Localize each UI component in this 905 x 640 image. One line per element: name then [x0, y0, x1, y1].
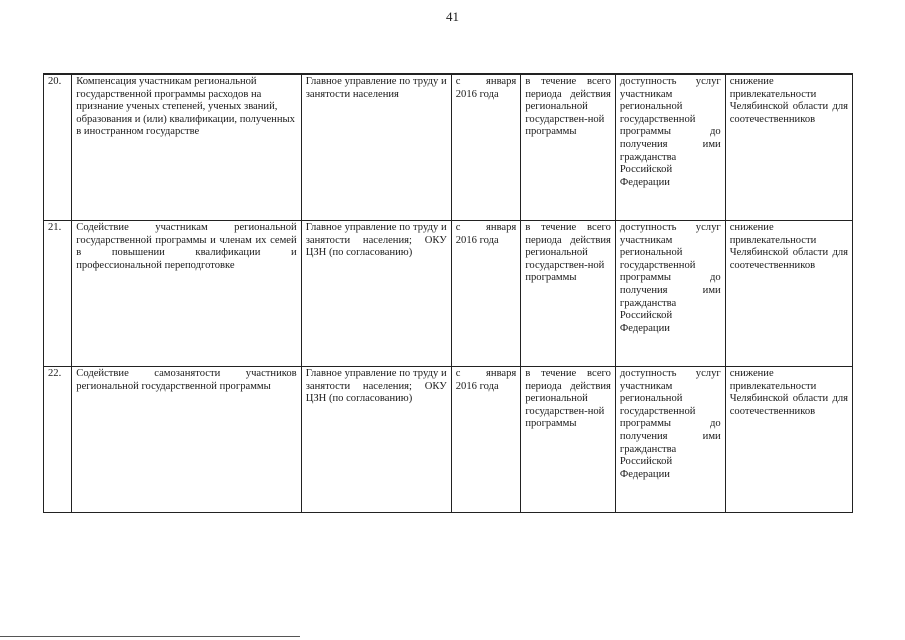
period-cell: в течение всего периода действия региональной государствен-ной программы: [521, 74, 616, 221]
action-cell: Содействие участникам региональной государственной программы и членам их семей в повышении квалификации и профессиональной переподготовке: [72, 221, 301, 367]
table-row: [44, 74, 853, 221]
responsible-cell: Главное управление по труду и занятости населения; ОКУ ЦЗН (по согласованию): [301, 221, 451, 367]
action-cell: Компенсация участникам региональной государственной программы расходов на признание ученых степеней, ученых званий, образования и (или) квалификации, полученных в иностранном государстве: [72, 74, 301, 221]
period-cell: в течение всего периода действия региональной государствен-ной программы: [521, 367, 616, 513]
date-cell: с января 2016 года: [451, 74, 521, 221]
responsible-cell: Главное управление по труду и занятости населения; ОКУ ЦЗН (по согласованию): [301, 367, 451, 513]
row-number: 20.: [44, 74, 72, 221]
date-cell: с января 2016 года: [451, 367, 521, 513]
row-number: 21.: [44, 221, 72, 367]
bottom-rule: [0, 636, 300, 637]
risk-cell: снижение привлекательности Челябинской области для соотечественников: [725, 367, 852, 513]
page-number: 41: [446, 9, 459, 24]
risk-cell: снижение привлекательности Челябинской области для соотечественников: [725, 74, 852, 221]
measures-table: [43, 73, 853, 513]
result-cell: доступность услуг участникам региональной государственной программы до получения ими гражданства Российской Федерации: [615, 74, 725, 221]
risk-cell: снижение привлекательности Челябинской области для соотечественников: [725, 221, 852, 367]
row-number: 22.: [44, 367, 72, 513]
table-row: [44, 221, 853, 367]
period-cell: в течение всего периода действия региональной государствен-ной программы: [521, 221, 616, 367]
table-row: [44, 367, 853, 513]
action-cell: Содействие самозанятости участников региональной государственной программы: [72, 367, 301, 513]
result-cell: доступность услуг участникам региональной государственной программы до получения ими гражданства Российской Федерации: [615, 367, 725, 513]
responsible-cell: Главное управление по труду и занятости населения: [301, 74, 451, 221]
result-cell: доступность услуг участникам региональной государственной программы до получения ими гражданства Российской Федерации: [615, 221, 725, 367]
date-cell: с января 2016 года: [451, 221, 521, 367]
